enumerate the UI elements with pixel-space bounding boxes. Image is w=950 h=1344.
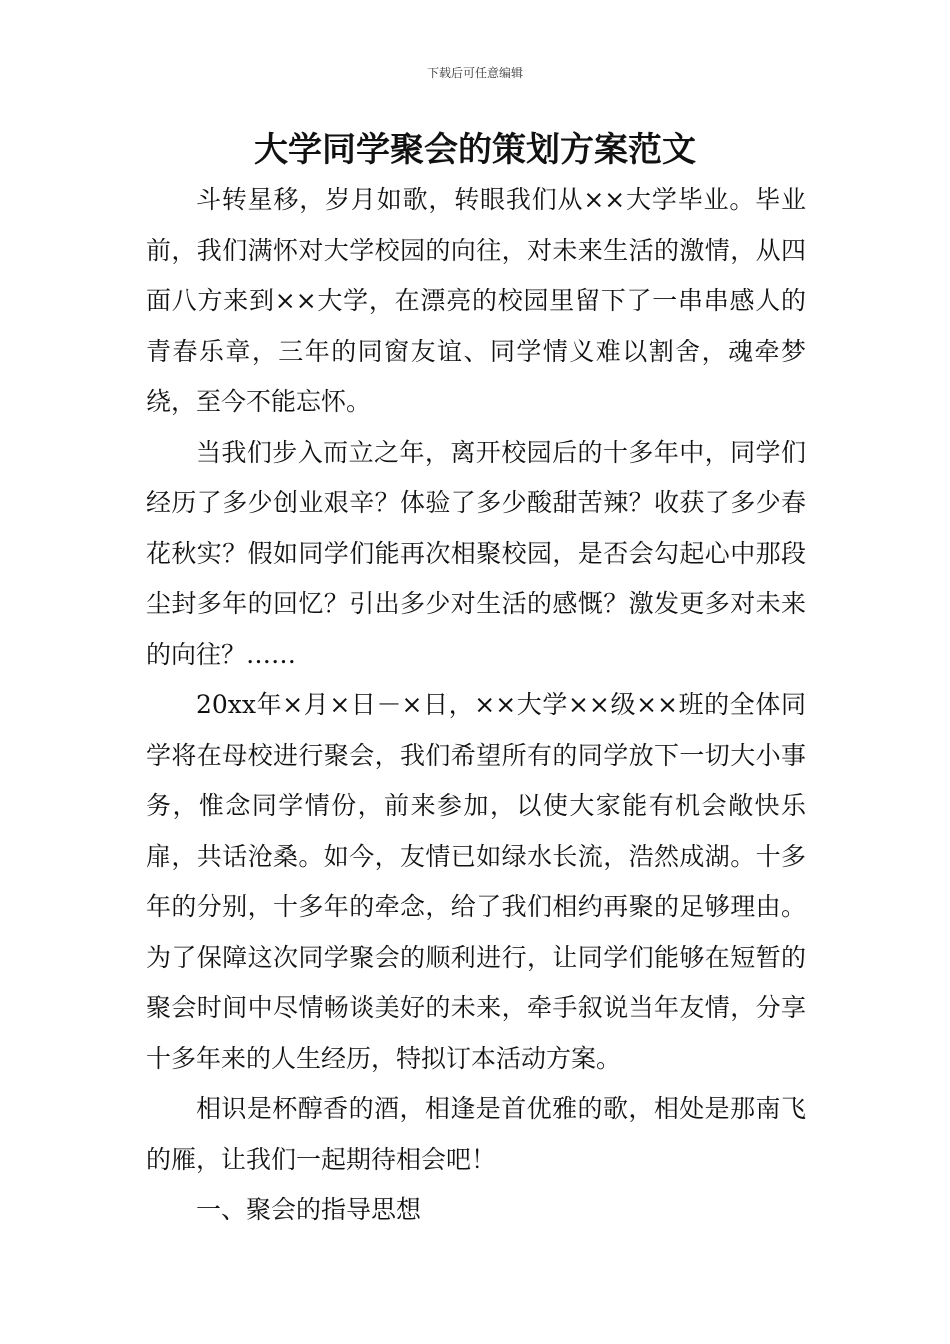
document-body xyxy=(146,175,806,1236)
paragraph-closing: 相识是杯醇香的酒，相逢是首优雅的歌，相处是那南飞的雁，让我们一起期待相会吧！ xyxy=(146,1094,806,1174)
page-header-note: 下载后可任意编辑 xyxy=(426,66,523,80)
paragraph-intro: 斗转星移，岁月如歌，转眼我们从××大学毕业。毕业前，我们满怀对大学校园的向往，对未来生活的激情，从四面八方来到××大学，在漂亮的校园里留下了一串串感人的青春乐章，三年的同窗友谊、同学情义难以割舍，魂牵梦绕，至今不能忘怀。 xyxy=(146,185,806,416)
document-title: 大学同学聚会的策划方案范文 xyxy=(254,130,696,170)
paragraph-reflection: 当我们步入而立之年，离开校园后的十多年中，同学们经历了多少创业艰辛？体验了多少酸甜苦辣？收获了多少春花秋实？假如同学们能再次相聚校园，是否会勾起心中那段尘封多年的回忆？引出多少对生活的感慨？激发更多对未来的向往？…… xyxy=(146,437,806,669)
section-heading-guiding-ideas: 一、聚会的指导思想 xyxy=(196,1195,422,1224)
paragraph-event-details: 20xx年×月×日－×日，××大学××级××班的全体同学将在母校进行聚会，我们希望所有的同学放下一切大小事务，惟念同学情份，前来参加，以使大家能有机会敞快乐扉，共话沧桑。如今，友情已如绿水长流，浩然成湖。十多年的分别，十多年的牵念，给了我们相约再聚的足够理由。为了保障这次同学聚会的顺利进行，让同学们能够在短暂的聚会时间中尽情畅谈美好的未来，牵手叙说当年友情，分享十多年来的人生经历，特拟订本活动方案。 xyxy=(146,690,806,1073)
